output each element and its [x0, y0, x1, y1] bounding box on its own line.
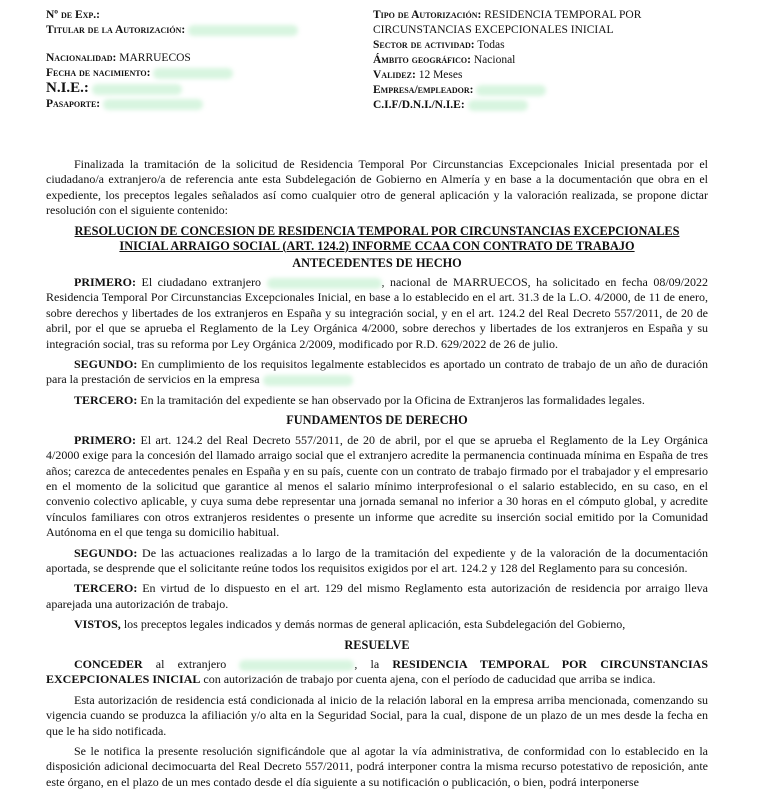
header-left — [46, 8, 366, 112]
nacionalidad-label: Nacionalidad: — [46, 52, 117, 64]
fundamentos-primero — [46, 433, 708, 541]
vistos-label: VISTOS, — [74, 617, 121, 632]
redacted-fecha — [153, 68, 233, 79]
resuelve-heading: RESUELVE — [344, 637, 410, 652]
tercero-label: TERCERO: — [74, 392, 138, 407]
f-primero-label: PRIMERO: — [74, 432, 136, 447]
conceder-b: , la — [354, 656, 393, 671]
pasaporte-label: Pasaporte: — [46, 98, 101, 110]
tercero-text: En la tramitación del expediente se han observado por la Oficina de Extranjeros las formalidades legales. — [140, 392, 645, 407]
validez-row — [373, 68, 703, 83]
resuelve-p3: Se le notifica la presente resolución significándole que al agotar la vía administrativa, de conformidad con lo establecido en la disposición adicional decimocuarta del Real Decreto 557/2011, podrá interponer contra la misma recurso potestativo de reposición, ante este órgano, en el plazo de un mes contado desde el día siguiente a su notificación o publicación, o bien, podrá interponerse — [46, 744, 708, 789]
vistos-paragraph — [46, 617, 708, 632]
segundo-label: SEGUNDO: — [74, 357, 138, 372]
validez-value: 12 Meses — [418, 69, 463, 81]
antecedentes-primero — [46, 275, 708, 352]
redacted-nie — [92, 84, 182, 95]
title-line-2: INICIAL ARRAIGO SOCIAL (ART. 124.2) INFORME CCAA CON CONTRATO DE TRABAJO — [119, 238, 635, 253]
redacted-empresa — [476, 85, 546, 96]
fundamentos-segundo — [46, 546, 708, 577]
fecha-nac-row — [46, 66, 366, 81]
sector-row — [373, 38, 703, 53]
empresa-label: Empresa/empleador: — [373, 84, 474, 96]
conceder-a: al extranjero — [142, 656, 227, 671]
validez-label: Validez: — [373, 69, 416, 81]
fundamentos-tercero — [46, 581, 708, 612]
tipo-row — [373, 8, 703, 38]
redacted-titular — [188, 25, 298, 36]
antecedentes-segundo — [46, 357, 708, 388]
f-primero-text: El art. 124.2 del Real Decreto 557/2011, de 20 de abril, por el que se aprueba el Reglamento de la Ley Orgánica 4/2000 exige para la concesión del llamado arraigo social que el extranjero acredite la permanencia continuada mínima en España de tres años; carezca de antecedentes penales en España y en su país, cuente con un contrato de trabajo firmado por el trabajador y el empresario en el momento de la solicitud que garantice al menos el salario mínimo interprofesional o el salario establecido, en su caso, en el convenio colectivo aplicable, y cuya suma debe representar una jornada semanal no inferior a 30 horas en el cómputo global, y acredite vínculos familiares con otros extranjeros residentes o presente un informe que acredite su inserción social emitido por la Comunidad Autónoma en el que tenga su domicilio habitual. — [46, 432, 708, 540]
ambito-value: Nacional — [473, 54, 516, 66]
cif-label: C.I.F/D.N.I./N.I.E: — [373, 99, 465, 111]
sector-value: Todas — [477, 39, 505, 51]
title-line-1: RESOLUCION DE CONCESION DE RESIDENCIA TEMPORAL POR CIRCUNSTANCIAS EXCEPCIONALES — [74, 223, 680, 238]
redacted-name-2 — [239, 660, 354, 671]
tipo-label: Tipo de Autorización: — [373, 9, 482, 21]
nie-row — [46, 81, 366, 97]
primero-label: PRIMERO: — [74, 275, 136, 290]
nie-label: N.I.E.: — [46, 80, 89, 96]
titular-row — [46, 23, 366, 38]
intro-paragraph: Finalizada la tramitación de la solicitud de Residencia Temporal Por Circunstancias Excepcionales Inicial presentada por el ciudadano/a extranjero/a de referencia ante esta Subdelegación de Gobierno en Almería y en base a la documentación que obra en el expediente, los preceptos legales señalados así como cualquier otro de general aplicación y la valoración realizada, se propone dictar resolución con el siguiente contenido: — [46, 157, 708, 218]
redacted-pasaporte — [103, 99, 203, 110]
f-tercero-label: TERCERO: — [74, 581, 138, 596]
nacionalidad-row — [46, 51, 366, 66]
ambito-label: Ámbito geográfico: — [373, 54, 471, 66]
f-segundo-text: De las actuaciones realizadas a lo largo de la tramitación del expediente y de la valoración de la documentación aportada, se desprende que el solicitante reúne todos los requisitos exigidos por el art. 124.2 y 128 del Reglamento para su concesión. — [46, 545, 709, 575]
redacted-empresa-body — [263, 375, 353, 386]
titular-label: Titular de la Autorización: — [46, 24, 186, 36]
cif-row — [373, 98, 703, 113]
primero-text-a: El ciudadano extranjero — [141, 275, 262, 290]
header-right — [373, 8, 703, 113]
vistos-text: los preceptos legales indicados y demás normas de general aplicación, esta Subdelegación del Gobierno, — [120, 617, 626, 632]
resuelve-p2: Esta autorización de residencia está condicionada al inicio de la relación laboral en la empresa arriba mencionada, comenzando su vigencia cuando se produzca la afiliación y/o alta en la Seguridad Social, para la cual, dispone de un plazo de un mes desde la fecha en que le ha sido notificada. — [46, 692, 708, 738]
resolution-title — [46, 224, 708, 254]
ambito-row — [373, 53, 703, 68]
tipo-value: RESIDENCIA TEMPORAL POR CIRCUNSTANCIAS EXCEPCIONALES INICIAL — [373, 9, 642, 36]
exp-label: Nº de Exp.: — [46, 9, 101, 21]
f-segundo-label: SEGUNDO: — [74, 545, 138, 560]
fundamentos-heading: FUNDAMENTOS DE DERECHO — [286, 413, 468, 428]
sector-label: Sector de actividad: — [373, 39, 475, 51]
exp-row — [46, 8, 366, 23]
resuelve-conceder — [46, 657, 708, 688]
conceder-label: CONCEDER — [74, 656, 143, 671]
segundo-text: En cumplimiento de los requisitos legalmente establecidos es aportado un contrato de trabajo de un año de duración para la prestación de servicios en la empresa — [46, 357, 708, 387]
empresa-row — [373, 83, 703, 98]
fecha-nac-label: Fecha de nacimiento: — [46, 67, 151, 79]
f-tercero-text: En virtud de lo dispuesto en el art. 129 del mismo Reglamento esta autorización de residencia por arraigo lleva aparejada una autorización de trabajo. — [46, 581, 709, 611]
document-body — [46, 157, 708, 795]
redacted-name — [267, 278, 382, 289]
antecedentes-heading: ANTECEDENTES DE HECHO — [292, 255, 462, 270]
conceder-bold: RESIDENCIA TEMPORAL POR CIRCUNSTANCIAS EXCEPCIONALES INICIAL — [46, 656, 708, 687]
redacted-cif — [468, 100, 528, 111]
pasaporte-row — [46, 97, 366, 112]
nacionalidad-value: MARRUECOS — [119, 52, 191, 64]
antecedentes-tercero — [46, 393, 708, 408]
primero-text-b: , nacional de MARRUECOS, ha solicitado en fecha 08/09/2022 Residencia Temporal Por Circunstancias Excepcionales Inicial, en base a lo establecido en el art. 31.3 de la L.O. 4/2000, de 11 de enero, sobre derechos y libertades de los extranjeros en España y su integración social, y en el art. 124.2 del Real Decreto 557/2011, de 20 de abril, por el que se aprueba el Reglamento de la Ley Orgánica 4/2000, sobre derechos y libertades de los extranjeros en España y su integración social, tras su reforma por Ley Orgánica 2/2009, modificado por R.D. 629/2022 de 26 de julio. — [46, 275, 708, 351]
conceder-c: con autorización de trabajo por cuenta ajena, con el período de caducidad que arriba se indica. — [200, 672, 656, 687]
